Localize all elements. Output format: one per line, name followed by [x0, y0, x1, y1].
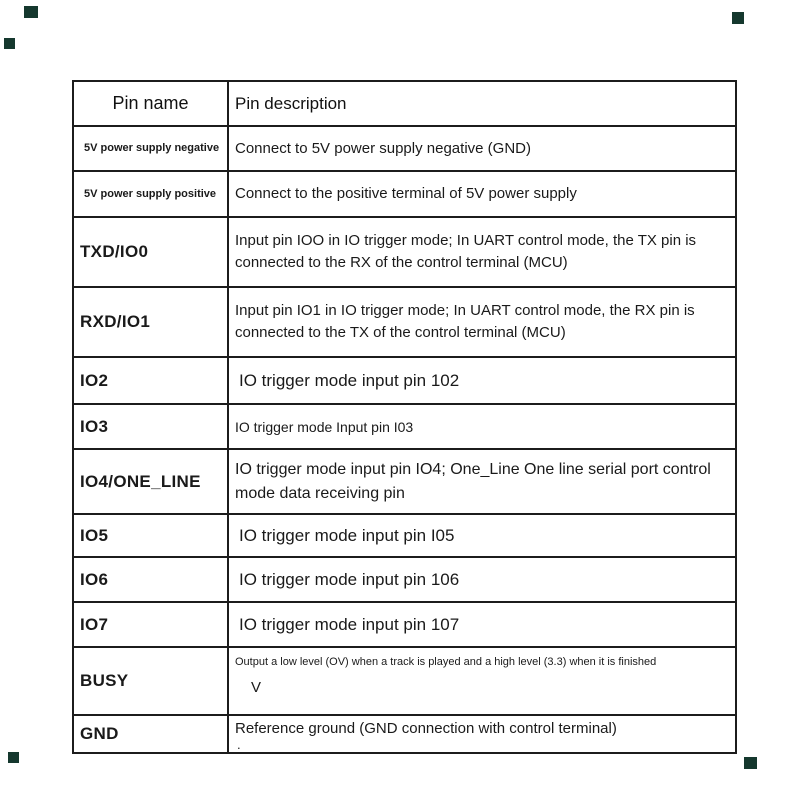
gnd-description-line2: .: [237, 736, 241, 752]
gnd-description-line1: Reference ground (GND connection with control terminal): [235, 720, 617, 737]
pin-description-cell: IO trigger mode input pin IO4; One_Line One line serial port control mode data receiving pin: [228, 449, 736, 514]
corner-marker: [8, 752, 19, 763]
pin-name-cell: 5V power supply positive: [73, 171, 228, 217]
pin-name-header: Pin name: [73, 81, 228, 126]
pin-name-cell: RXD/IO1: [73, 287, 228, 357]
corner-marker: [4, 38, 15, 49]
pin-description-header: Pin description: [228, 81, 736, 126]
pin-description-cell: IO trigger mode input pin I05: [228, 514, 736, 557]
table-row: [73, 647, 736, 715]
pin-description-cell: IO trigger mode Input pin I03: [228, 404, 736, 449]
pin-name-cell: IO7: [73, 602, 228, 647]
pin-name-cell: 5V power supply negative: [73, 126, 228, 171]
table-row: [73, 514, 736, 557]
pin-name-cell: IO2: [73, 357, 228, 404]
pin-name-cell: GND: [73, 715, 228, 753]
pin-name-cell: IO6: [73, 557, 228, 602]
pin-name-cell: IO4/ONE_LINE: [73, 449, 228, 514]
pin-description-cell: IO trigger mode input pin 107: [228, 602, 736, 647]
pin-description-cell: IO trigger mode input pin 102: [228, 357, 736, 404]
pin-description-cell: Connect to 5V power supply negative (GND): [228, 126, 736, 171]
pin-description-cell: IO trigger mode input pin 106: [228, 557, 736, 602]
table-row: [73, 217, 736, 287]
corner-marker: [744, 757, 757, 769]
pin-name-cell: IO3: [73, 404, 228, 449]
corner-marker: [24, 6, 38, 18]
table-row: [73, 449, 736, 514]
pin-description-cell: Connect to the positive terminal of 5V power supply: [228, 171, 736, 217]
pin-spec-table: [72, 80, 737, 754]
table-row: [73, 557, 736, 602]
busy-description-line2: V: [251, 678, 262, 696]
pin-description-cell: [228, 647, 736, 715]
table-row: [73, 171, 736, 217]
corner-marker: [732, 12, 744, 24]
pin-name-cell: TXD/IO0: [73, 217, 228, 287]
table-row: [73, 404, 736, 449]
table-row: [73, 357, 736, 404]
table-row: [73, 126, 736, 171]
table-header-row: [73, 81, 736, 126]
table-row: [73, 715, 736, 753]
pin-name-cell: BUSY: [73, 647, 228, 715]
pin-description-cell: Input pin IOO in IO trigger mode; In UART control mode, the TX pin is connected to the RX of the control terminal (MCU): [228, 217, 736, 287]
pin-name-cell: IO5: [73, 514, 228, 557]
busy-description-line1: Output a low level (OV) when a track is played and a high level (3.3) when it is finished: [235, 656, 657, 668]
pin-description-cell: Input pin IO1 in IO trigger mode; In UART control mode, the RX pin is connected to the TX of the control terminal (MCU): [228, 287, 736, 357]
table-row: [73, 602, 736, 647]
table-row: [73, 287, 736, 357]
pin-description-cell: [228, 715, 736, 753]
